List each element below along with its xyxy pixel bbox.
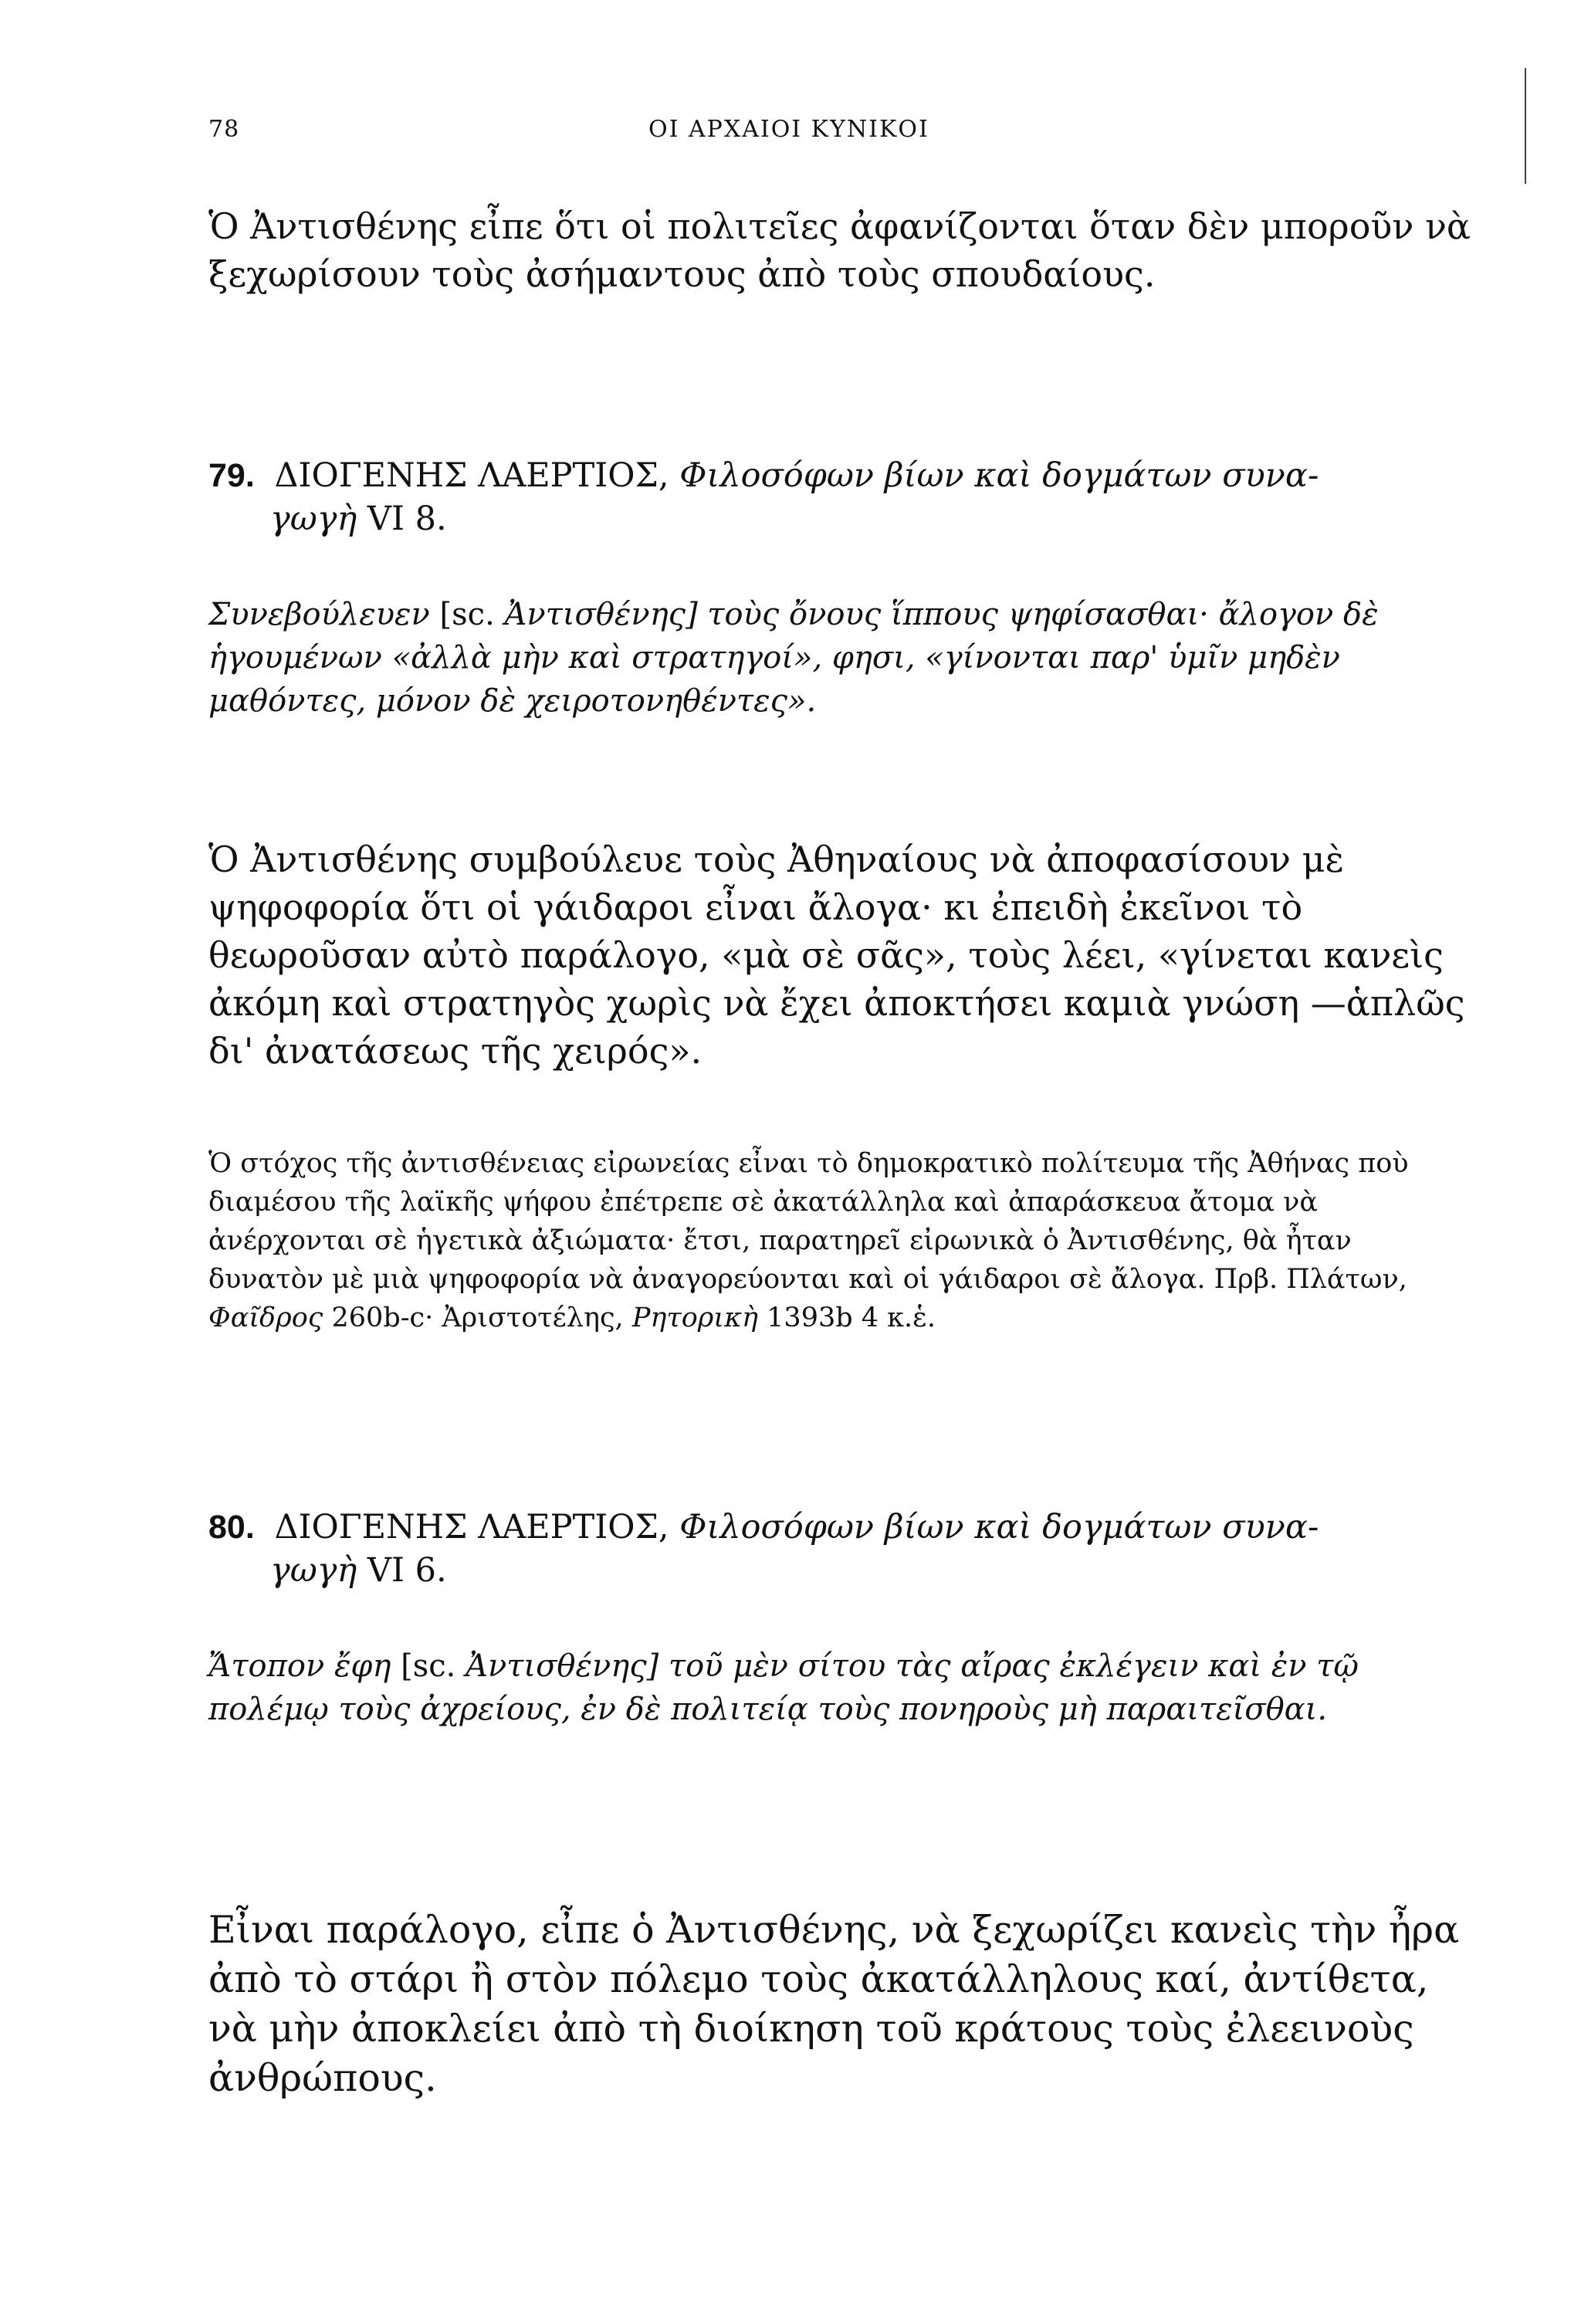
entry-reference: VI 8.	[367, 500, 447, 538]
page-header	[208, 116, 1474, 147]
running-title: ΟΙ ΑΡΧΑΙΟΙ ΚΥΝΙΚΟΙ	[648, 116, 929, 143]
commentary-text-3: 1393b 4 κ.ἑ.	[767, 1303, 936, 1333]
entry-number: 79.	[208, 457, 255, 494]
source-text-rest: τοὺς ὄνους ἵππους ψηφίσασθαι· ἄλογον δὲ ἡγουμένων «ἀλλὰ μὴν καὶ στρατηγοί», φησι, «γίνονται παρ' ὑμῖν μηδὲν μαθόντες, μόνον δὲ χειροτονηθέντες».	[208, 597, 1379, 719]
source-name: Ἀντισθένης]	[504, 597, 698, 632]
entry-80-translation: Εἶναι παράλογο, εἶπε ὁ Ἀντισθένης, νὰ ξεχωρίζει κανεὶς τὴν ἦρα ἀπὸ τὸ στάρι ἢ στὸν πόλεμο τοὺς ἀκατάλληλους καί, ἀντίθετα, νὰ μὴν ἀποκλείει ἀπὸ τὴ διοίκηση τοῦ κράτους τοὺς ἐλεεινοὺς ἀνθρώπους.	[208, 1908, 1460, 2100]
source-sc: [sc.	[439, 597, 495, 632]
entry-79-heading	[208, 454, 1474, 540]
commentary-work-title: Φαῖδρος	[208, 1303, 323, 1333]
entry-work-cont: γωγὴ	[270, 1551, 357, 1590]
commentary-work-title-2: Ρητορικὴ	[631, 1303, 759, 1333]
entry-80-greek-source	[208, 1645, 1474, 1731]
entry-79-commentary	[208, 1144, 1474, 1337]
entry-reference: VI 6.	[367, 1551, 447, 1590]
intro-translation: Ὁ Ἀντισθένης εἶπε ὅτι οἱ πολιτεῖες ἀφανίζονται ὅταν δὲν μποροῦν νὰ ξεχωρίσουν τοὺς ἀσήμαντους ἀπὸ τοὺς σπουδαίους.	[208, 205, 1471, 295]
commentary-text-2: 260b-c· Ἀριστοτέλης,	[331, 1303, 624, 1333]
source-sc: [sc.	[401, 1648, 456, 1684]
entry-79-greek-source	[208, 593, 1474, 723]
entry-work: Φιλοσόφων βίων καὶ δογμάτων συνα-	[679, 1508, 1319, 1547]
commentary-text: Ὁ στόχος τῆς ἀντισθένειας εἰρωνείας εἶναι τὸ δημοκρατικὸ πολίτευμα τῆς Ἀθήνας ποὺ διαμέσου τῆς λαϊκῆς ψήφου ἐπέτρεπε σὲ ἀκατάλληλα καὶ ἀπαράσκευα ἄτομα νὰ ἀνέρχονται σὲ ἡγετικὰ ἀξιώματα· ἔτσι, παρατηρεῖ εἰρωνικὰ ὁ Ἀντισθένης, θὰ ἦταν δυνατὸν μὲ μιὰ ψηφοφορία νὰ ἀναγορεύονται καὶ οἱ γάιδαροι σὲ ἄλογα. Πρβ. Πλάτων,	[208, 1148, 1409, 1295]
source-text-rest: τοῦ μὲν σίτου τὰς αἴρας ἐκλέγειν καὶ ἐν τῷ πολέμῳ τοὺς ἀχρείους, ἐν δὲ πολιτείᾳ τοὺς πονηροὺς μὴ παραιτεῖσθαι.	[208, 1648, 1359, 1727]
entry-author: ΔΙΟΓΕΝΗΣ ΛΑΕΡΤΙΟΣ,	[274, 456, 669, 495]
entry-author: ΔΙΟΓΕΝΗΣ ΛΑΕΡΤΙΟΣ,	[274, 1508, 669, 1547]
entry-79-translation: Ὁ Ἀντισθένης συμβούλευε τοὺς Ἀθηναίους νὰ ἀποφασίσουν μὲ ψηφοφορία ὅτι οἱ γάιδαροι εἶναι ἄλογα· κι ἐπειδὴ ἐκεῖνοι τὸ θεωροῦσαν αὐτὸ παράλογο, «μὰ σὲ σᾶς», τοὺς λέει, «γίνεται κανεὶς ἀκόμη καὶ στρατηγὸς χωρὶς νὰ ἔχει ἀποκτήσει καμιὰ γνώση —ἁπλῶς δι' ἀνατάσεως τῆς χειρός».	[208, 838, 1465, 1072]
margin-line	[1525, 68, 1526, 184]
entry-work-cont: γωγὴ	[270, 500, 357, 538]
entry-number: 80.	[208, 1509, 255, 1546]
source-name: Ἀντισθένης]	[465, 1648, 659, 1684]
source-text: Ἄτοπον ἔφη	[208, 1648, 391, 1684]
source-text: Συνεβούλευεν	[208, 597, 430, 632]
entry-heading-cont	[208, 497, 1474, 540]
entry-80-heading	[208, 1506, 1474, 1592]
entry-heading-cont	[208, 1549, 1474, 1592]
entry-work: Φιλοσόφων βίων καὶ δογμάτων συνα-	[679, 456, 1319, 495]
page-number: 78	[208, 116, 240, 143]
